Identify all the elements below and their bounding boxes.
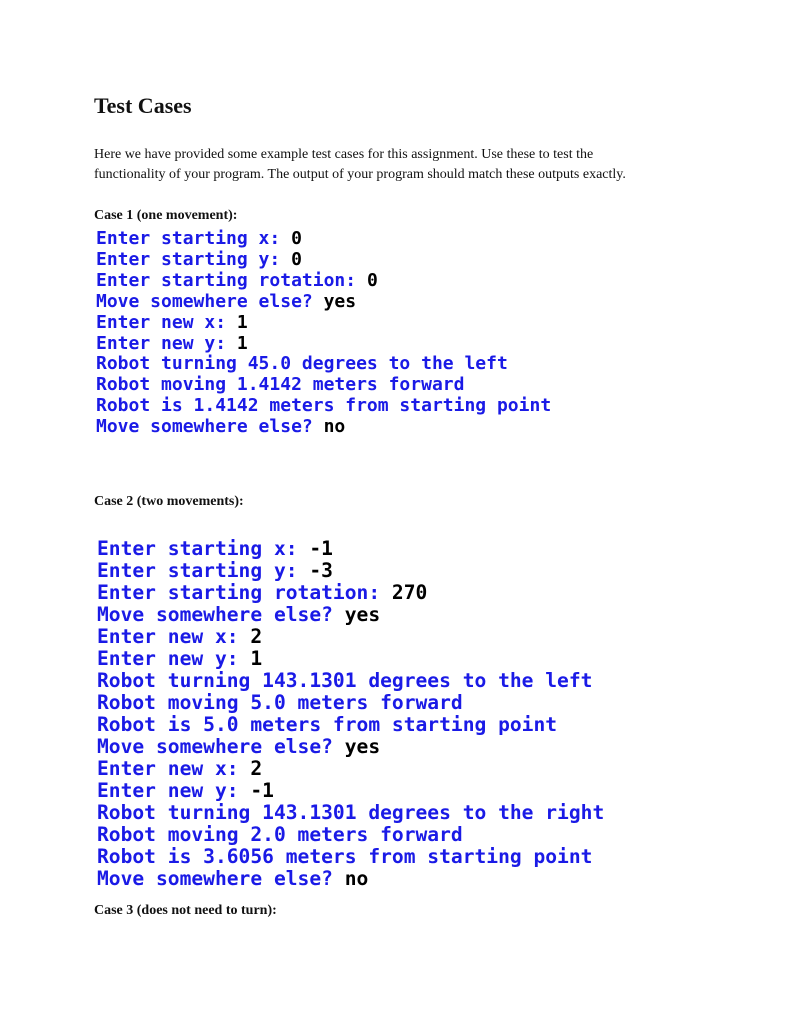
console-prompt-text: Enter new y: — [97, 779, 251, 802]
console-line — [97, 736, 604, 758]
console-prompt-text: Enter new x: — [97, 625, 251, 648]
console-line — [97, 648, 604, 670]
console-line — [96, 375, 551, 396]
console-user-input: yes — [323, 290, 357, 312]
console-line — [96, 271, 551, 292]
console-user-input: -1 — [309, 537, 333, 560]
console-user-input: 0 — [291, 248, 302, 270]
console-line — [97, 758, 604, 780]
console-prompt-text: Enter starting rotation: — [96, 269, 367, 291]
console-line — [97, 626, 604, 648]
console-user-input: 270 — [391, 581, 428, 604]
intro-line: Here we have provided some example test cases for this assignment. Use these to test the — [94, 147, 594, 162]
console-prompt-text: Enter starting y: — [96, 248, 292, 270]
console-line — [96, 292, 551, 313]
case-3-heading: Case 3 (does not need to turn): — [94, 903, 277, 918]
console-prompt-text: Robot is 3.6056 meters from starting point — [97, 845, 593, 868]
console-prompt-text: Move somewhere else? — [97, 867, 345, 890]
console-prompt-text: Robot moving 2.0 meters forward — [97, 823, 463, 846]
console-line — [96, 334, 551, 355]
intro-paragraph — [94, 145, 714, 185]
console-line — [97, 560, 604, 582]
console-user-input: -1 — [250, 779, 274, 802]
console-prompt-text: Move somewhere else? — [97, 735, 345, 758]
console-prompt-text: Enter starting y: — [97, 559, 310, 582]
console-prompt-text: Robot turning 45.0 degrees to the left — [96, 353, 508, 375]
console-line — [97, 780, 604, 802]
console-prompt-text: Move somewhere else? — [96, 416, 324, 438]
console-line — [96, 229, 551, 250]
intro-line: functionality of your program. The output of your program should match these outputs exactly. — [94, 167, 626, 182]
console-prompt-text: Move somewhere else? — [96, 290, 324, 312]
case-1-heading: Case 1 (one movement): — [94, 208, 238, 223]
console-prompt-text: Enter new y: — [96, 332, 237, 354]
console-prompt-text: Robot moving 5.0 meters forward — [97, 691, 463, 714]
console-line — [97, 604, 604, 626]
console-prompt-text: Robot turning 143.1301 degrees to the right — [97, 801, 605, 824]
console-line — [97, 802, 604, 824]
console-prompt-text: Enter new x: — [97, 757, 251, 780]
console-line — [97, 538, 604, 560]
console-line — [96, 396, 551, 417]
console-prompt-text: Robot is 5.0 meters from starting point — [97, 713, 558, 736]
console-user-input: 2 — [250, 757, 263, 780]
console-line — [97, 824, 604, 846]
console-user-input: no — [323, 416, 346, 438]
console-prompt-text: Enter new y: — [97, 647, 251, 670]
console-user-input: -3 — [309, 559, 333, 582]
console-user-input: 2 — [250, 625, 263, 648]
case-2-heading: Case 2 (two movements): — [94, 494, 244, 509]
console-user-input: no — [344, 867, 369, 890]
console-prompt-text: Enter starting x: — [96, 228, 292, 249]
console-user-input: 1 — [236, 311, 248, 333]
console-prompt-text: Enter starting x: — [97, 537, 310, 560]
case-2-console-output — [97, 538, 604, 890]
console-user-input: 1 — [250, 647, 263, 670]
console-line — [97, 692, 604, 714]
console-line — [97, 670, 604, 692]
case-1-console-output — [96, 229, 551, 438]
console-prompt-text: Robot turning 143.1301 degrees to the left — [97, 669, 593, 692]
console-user-input: 1 — [236, 332, 248, 354]
console-line — [96, 250, 551, 271]
console-user-input: yes — [344, 735, 381, 758]
console-line — [96, 313, 551, 334]
console-line — [97, 582, 604, 604]
console-user-input: yes — [344, 603, 381, 626]
console-line — [97, 846, 604, 868]
console-user-input: 0 — [366, 269, 378, 291]
console-line — [97, 714, 604, 736]
console-prompt-text: Robot is 1.4142 meters from starting point — [96, 395, 552, 417]
console-line — [97, 868, 604, 890]
console-prompt-text: Enter starting rotation: — [97, 581, 392, 604]
console-prompt-text: Robot moving 1.4142 meters forward — [96, 374, 465, 396]
console-line — [96, 354, 551, 375]
console-prompt-text: Enter new x: — [96, 311, 237, 333]
console-line — [96, 417, 551, 438]
console-prompt-text: Move somewhere else? — [97, 603, 345, 626]
console-user-input: 0 — [291, 228, 302, 249]
page-title: Test Cases — [94, 93, 192, 118]
